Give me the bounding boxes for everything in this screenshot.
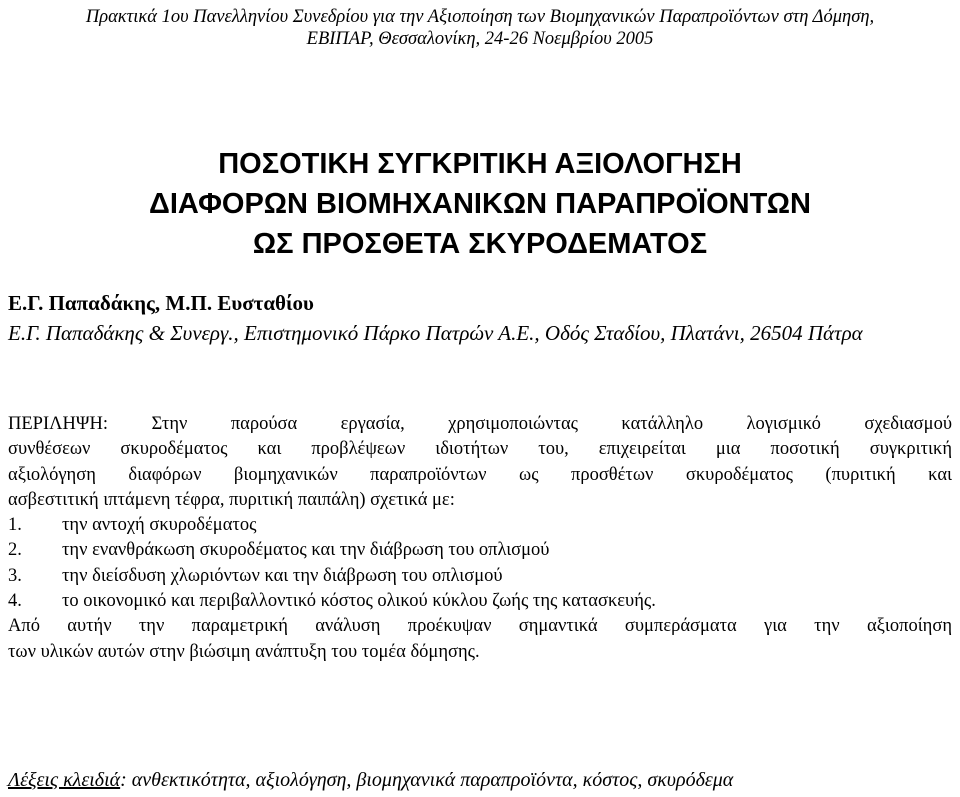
header-line-2: ΕΒΙΠΑΡ, Θεσσαλονίκη, 24-26 Νοεμβρίου 2005 (306, 29, 654, 49)
abstract-label: ΠΕΡΙΛΗΨΗ (8, 414, 103, 434)
list-item: 2. την ενανθράκωση σκυροδέματος και την διάβρωση του οπλισμού (8, 540, 550, 561)
title-line-1: ΠΟΣΟΤΙΚΗ ΣΥΓΚΡΙΤΙΚΗ ΑΞΙΟΛΟΓΗΣΗ (218, 148, 742, 180)
list-item: 3. την διείσδυση χλωριόντων και την διάβρωση του οπλισμού (8, 565, 503, 586)
authors: Ε.Γ. Παπαδάκης, Μ.Π. Ευσταθίου (8, 291, 314, 315)
conclusion-line-2: των υλικών αυτών στην βιώσιμη ανάπτυξη του τομέα δόμησης. (8, 641, 480, 662)
affiliation: Ε.Γ. Παπαδάκης & Συνεργ., Επιστημονικό Πάρκο Πατρών Α.Ε., Οδός Σταδίου, Πλατάνι, 26504 Πάτρα (8, 321, 863, 345)
paper-title (0, 144, 960, 264)
abstract-line-3: αξιολόγηση διαφόρων βιομηχανικών παραπροϊόντων ως προσθέτων σκυροδέματος (πυριτική και (8, 464, 952, 485)
abstract-line-4: ασβεστιτική ιπτάμενη τέφρα, πυριτική παιπάλη) σχετικά με: (8, 489, 455, 510)
keywords-label: Λέξεις κλειδιά (8, 769, 121, 791)
abstract (8, 412, 952, 665)
title-line-3: ΩΣ ΠΡΟΣΘΕΤΑ ΣΚΥΡΟΔΕΜΑΤΟΣ (252, 228, 708, 260)
abstract-line-2: συνθέσεων σκυροδέματος και προβλέψεων ιδιοτήτων του, επιχειρείται μια ποσοτική συγκριτική (8, 439, 952, 460)
keywords-text: : ανθεκτικότητα, αξιολόγηση, βιομηχανικά παραπροϊόντα, κόστος, σκυρόδεμα (120, 769, 734, 791)
title-line-2: ΔΙΑΦΟΡΩΝ ΒΙΟΜΗΧΑΝΙΚΩΝ ΠΑΡΑΠΡΟΪΟΝΤΩΝ (149, 188, 811, 220)
proceedings-header (0, 6, 960, 50)
keywords (8, 768, 733, 792)
list-item: 4. το οικονομικό και περιβαλλοντικό κόστος ολικού κύκλου ζωής της κατασκευής. (8, 591, 656, 612)
header-line-1: Πρακτικά 1ου Πανελληνίου Συνεδρίου για την Αξιοποίηση των Βιομηχανικών Παραπροϊόντων στη Δόμηση, (85, 7, 875, 27)
list-item: 1. την αντοχή σκυροδέματος (8, 515, 257, 536)
conclusion-line-1: Από αυτήν την παραμετρική ανάλυση προέκυψαν σημαντικά συμπεράσματα για την αξιοποίηση (8, 616, 952, 637)
abstract-line-1: ΠΕΡΙΛΗΨΗ: Στην παρούσα εργασία, χρησιμοποιώντας κατάλληλο λογισμικό σχεδιασμού (8, 414, 952, 434)
